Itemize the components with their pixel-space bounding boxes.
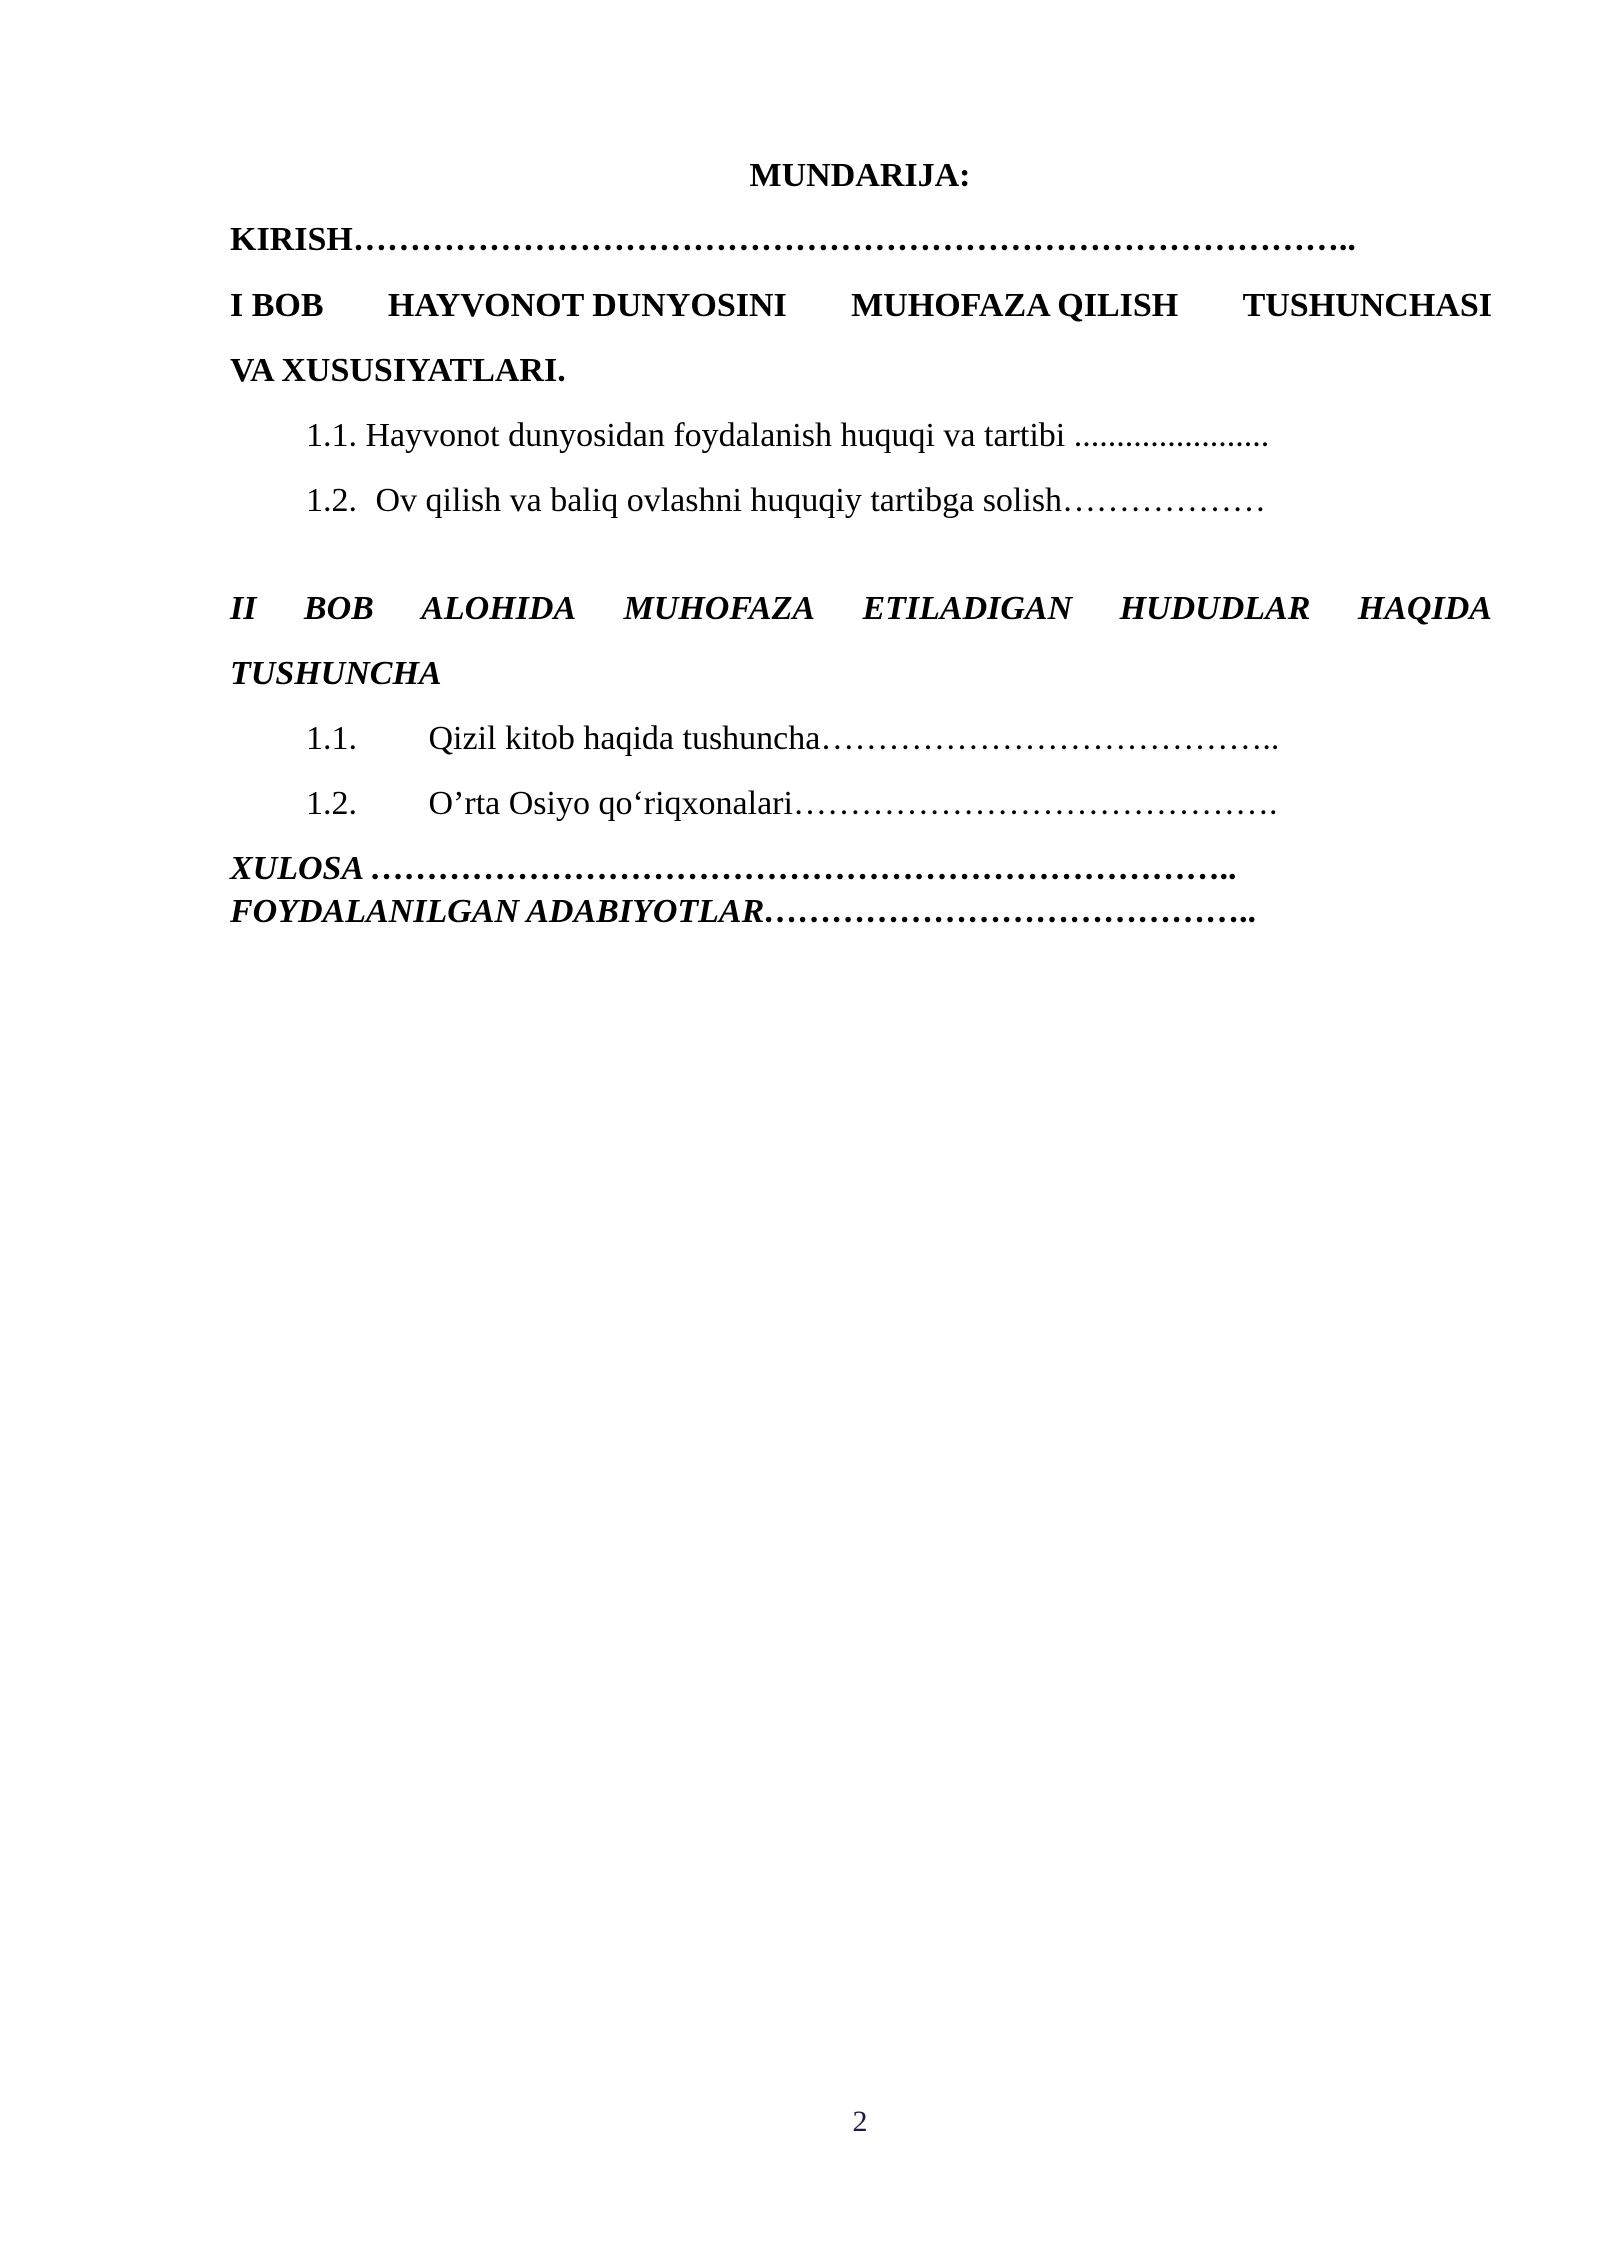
toc-section-1-1: [306, 416, 1269, 456]
section-number: 1.2.: [306, 482, 357, 519]
toc-chapter1-heading-line2: VA XUSUSIYATLARI.: [230, 352, 566, 389]
toc-entry-adabiyotlar: FOYDALANILGAN ADABIYOTLAR……………………………………..: [230, 893, 1258, 930]
toc-chapter2-heading-line2: TUSHUNCHA: [230, 655, 442, 692]
chapter2-word: HUDUDLAR: [1119, 590, 1311, 627]
section-title: Qizil kitob haqida tushuncha…………………………………..: [428, 720, 1280, 757]
page-number: 2: [852, 2105, 868, 2138]
toc-chapter2-heading-line1: [230, 589, 1492, 629]
section-number: 1.1.: [306, 720, 357, 757]
chapter1-word: HAYVONOT DUNYOSINI: [387, 287, 787, 324]
chapter2-word: MUHOFAZA: [623, 590, 816, 627]
chapter1-word: I BOB: [230, 287, 324, 324]
toc-section-1-2: [306, 481, 1266, 521]
toc-entry-kirish: KIRISH……………………………………………………………………………..: [230, 221, 1356, 258]
section-title: O’rta Osiyo qo‘riqxonalari…………………………………….: [428, 785, 1278, 822]
chapter1-word: TUSHUNCHASI: [1242, 287, 1492, 324]
toc-section-2-2: [306, 784, 1277, 824]
section-title: Hayvonot dunyosidan foydalanish huquqi va tartibi .......................: [365, 417, 1270, 454]
toc-title: MUNDARIJA:: [749, 157, 971, 194]
toc-chapter1-heading-line1: [230, 286, 1492, 326]
chapter2-word: II: [230, 590, 257, 627]
chapter1-word: MUHOFAZA QILISH: [851, 287, 1179, 324]
chapter2-word: ALOHIDA: [421, 590, 577, 627]
chapter2-word: BOB: [303, 590, 374, 627]
section-number: 1.2.: [306, 785, 357, 822]
chapter2-word: ETILADIGAN: [862, 590, 1073, 627]
section-title: Ov qilish va baliq ovlashni huquqiy tartibga solish………………: [375, 482, 1267, 519]
toc-entry-xulosa: XULOSA …………………………………………………………………..: [230, 850, 1238, 887]
toc-section-2-1: [306, 719, 1279, 759]
chapter2-word: HAQIDA: [1357, 590, 1492, 627]
section-number: 1.1.: [306, 417, 357, 454]
